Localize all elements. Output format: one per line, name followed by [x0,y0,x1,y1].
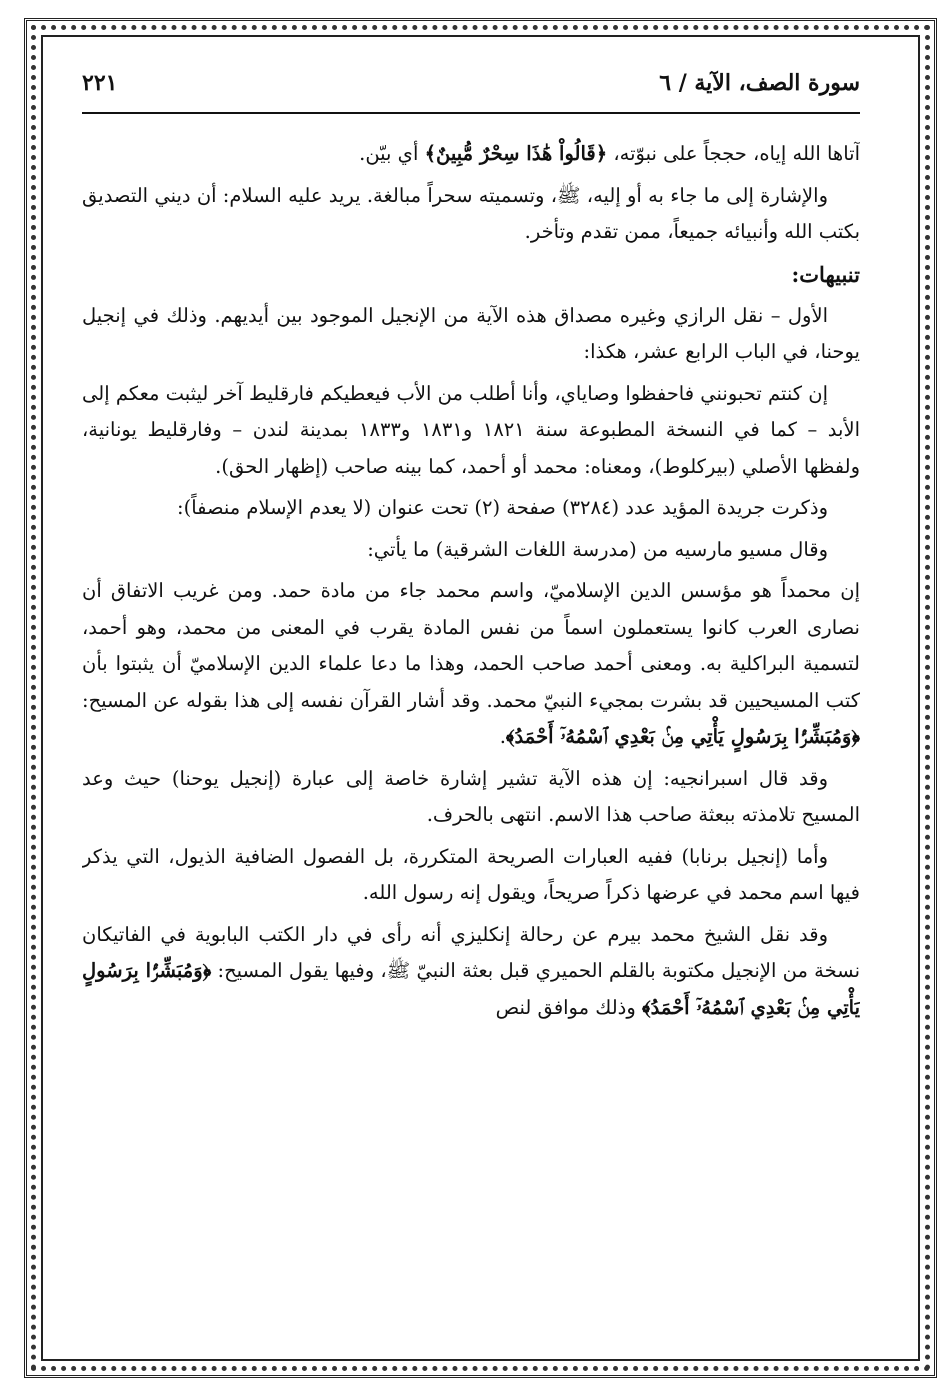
running-title: سورة الصف، الآية / ٦ [659,70,860,96]
header-divider [82,112,860,114]
quran-quote: ﴿وَمُبَشِّرًۢا بِرَسُولٍ يَأْتِي مِنۢ بَعْدِي ٱسْمُهُۥٓ أَحْمَدُ﴾ [82,959,860,1019]
paragraph-1: آتاها الله إياه، حججاً على نبوّته، ﴿قَالُواْ هَٰذَا سِحْرٌ مُّبِينٌ﴾ أي بيّن. [359,142,860,165]
paragraph-7: إن محمداً هو مؤسس الدين الإسلاميّ، واسم محمد جاء من مادة حمد. ومن غريب الاتفاق أن نصارى العرب كانوا يستعملون اسماً من نفس المادة يقرب في المعنى من محمد، وهو أحمد، لتسمية البراكلية به. ومعنى أحمد صاحب الحمد، وهذا ما دعا علماء الدين الإسلاميّ أن يثبتوا بأن كتب المسيحيين قد بشرت بمجيء النبيّ محمد. وقد أشار القرآن نفسه إلى هذا بقوله عن المسيح: ﴿وَمُبَشِّرًۢا بِرَسُولٍ يَأْتِي مِنۢ بَعْدِي ٱسْمُهُۥٓ أَحْمَدُ﴾. [82,579,860,748]
quran-quote: ﴿وَمُبَشِّرًۢا بِرَسُولٍ يَأْتِي مِنۢ بَعْدِي ٱسْمُهُۥٓ أَحْمَدُ﴾ [505,725,860,748]
page-number: ٢٢١ [82,70,118,96]
page-body [82,136,860,1361]
quran-quote: ﴿قَالُواْ هَٰذَا سِحْرٌ مُّبِينٌ﴾ [424,142,608,165]
paragraph-2: والإشارة إلى ما جاء به أو إليه، ﷺ، وتسميته سحراً مبالغة. يريد عليه السلام: أن ديني التصديق بكتب الله وأنبيائه جميعاً، ممن تقدم وتأخر. [82,183,860,243]
paragraph-8: وقد قال اسبرانجيه: إن هذه الآية تشير إشارة خاصة إلى عبارة (إنجيل يوحنا) حيث وعد المسيح تلامذته ببعثة صاحب هذا الاسم. انتهى بالحرف. [82,766,860,826]
paragraph-4: إن كنتم تحبونني فاحفظوا وصاياي، وأنا أطلب من الأب فيعطيكم فارقليط آخر ليثبت معكم إلى الأبد – كما في النسخة المطبوعة سنة ١٨٢١ و١٨٣١ و١٨٣٣ بمدينة لندن – وفارقليط يونانية، ولفظها الأصلي (بيركلوط)، ومعناه: محمد أو أحمد، كما بينه صاحب (إظهار الحق). [82,381,860,478]
paragraph-3: الأول – نقل الرازي وغيره مصداق هذه الآية من الإنجيل الموجود بين أيديهم. وذلك في إنجيل يوحنا، في الباب الرابع عشر، هكذا: [82,303,860,363]
paragraph-10: وقد نقل الشيخ محمد بيرم عن رحالة إنكليزي أنه رأى في دار الكتب البابوية في الفاتيكان نسخة من الإنجيل مكتوبة بالقلم الحميري قبل بعثة النبيّ ﷺ، وفيها يقول المسيح: ﴿وَمُبَشِّرًۢا بِرَسُولٍ يَأْتِي مِنۢ بَعْدِي ٱسْمُهُۥٓ أَحْمَدُ﴾ وذلك موافق لنص [82,922,860,1019]
page-header [82,62,860,112]
section-heading: تنبيهات: [791,261,860,287]
paragraph-6: وقال مسيو مارسيه من (مدرسة اللغات الشرقية) ما يأتي: [367,537,828,561]
paragraph-5: وذكرت جريدة المؤيد عدد (٣٢٨٤) صفحة (٢) تحت عنوان (لا يعدم الإسلام منصفاً): [177,496,828,519]
paragraph-9: وأما (إنجيل برنابا) ففيه العبارات الصريحة المتكررة، بل الفصول الضافية الذيول، التي يذكر فيها اسم محمد في عرضها ذكراً صريحاً، ويقول إنه رسول الله. [82,844,860,904]
